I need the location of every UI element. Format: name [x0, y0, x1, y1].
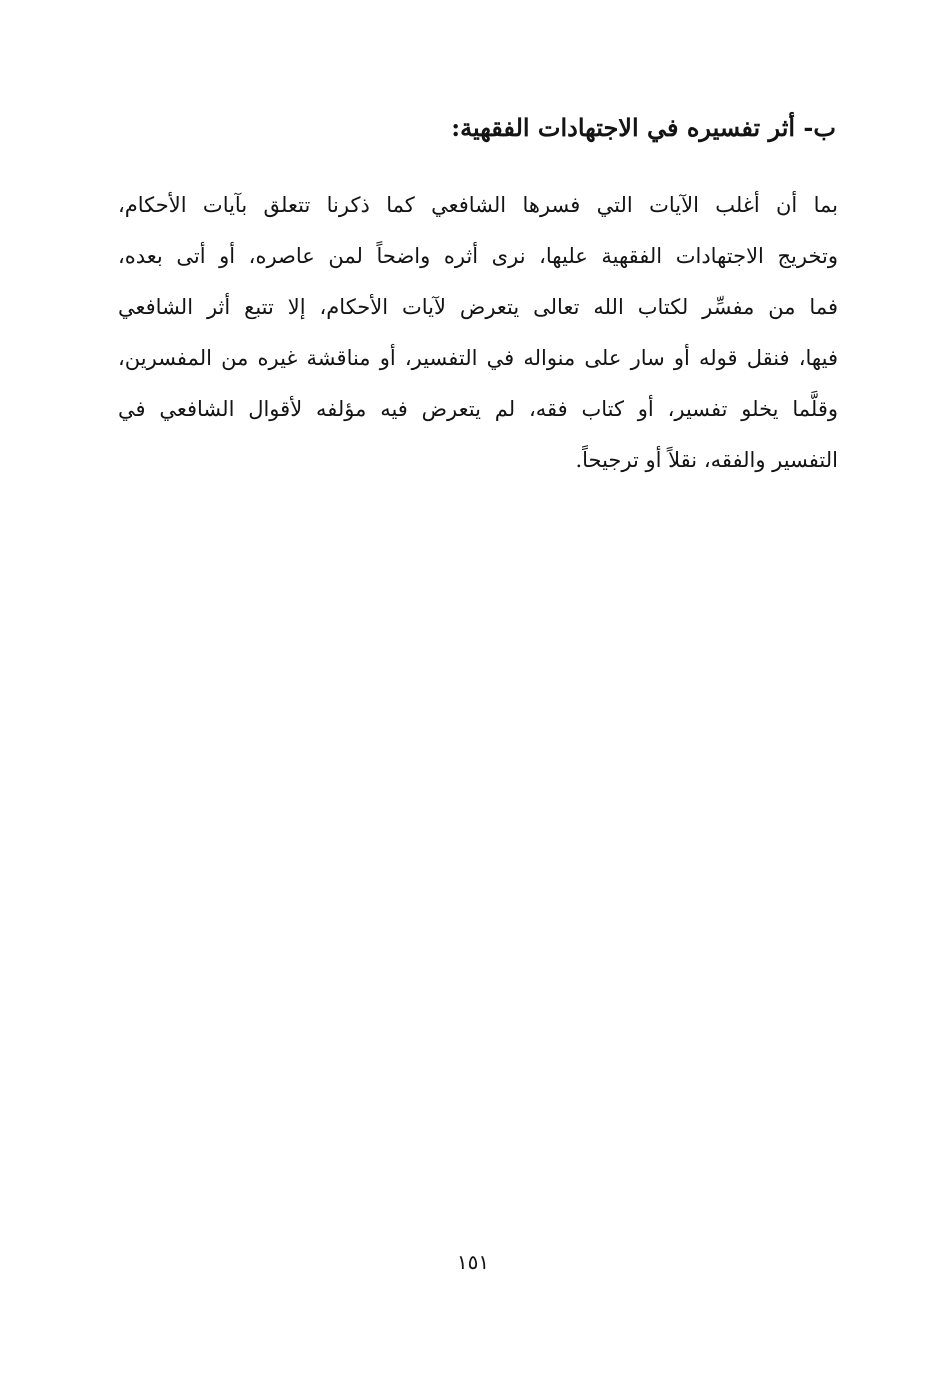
- paragraph-line: فيها، فنقل قوله أو سار على منواله في التفسير، أو مناقشة غيره من المفسرين،: [118, 346, 838, 370]
- body-paragraph: [118, 180, 838, 486]
- paragraph-line: بما أن أغلب الآيات التي فسرها الشافعي كما ذكرنا تتعلق بآيات الأحكام،: [118, 193, 838, 217]
- paragraph-line: التفسير والفقه، نقلاً أو ترجيحاً.: [575, 448, 838, 472]
- page-number: ١٥١: [456, 1250, 490, 1274]
- paragraph-line: فما من مفسِّر لكتاب الله تعالى يتعرض لآيات الأحكام، إلا تتبع أثر الشافعي: [118, 295, 838, 319]
- section-heading: ب- أثر تفسيره في الاجتهادات الفقهية:: [451, 113, 836, 142]
- paragraph-line: وقلَّما يخلو تفسير، أو كتاب فقه، لم يتعرض فيه مؤلفه لأقوال الشافعي في: [118, 397, 838, 421]
- paragraph-line: وتخريج الاجتهادات الفقهية عليها، نرى أثره واضحاً لمن عاصره، أو أتى بعده،: [118, 244, 838, 268]
